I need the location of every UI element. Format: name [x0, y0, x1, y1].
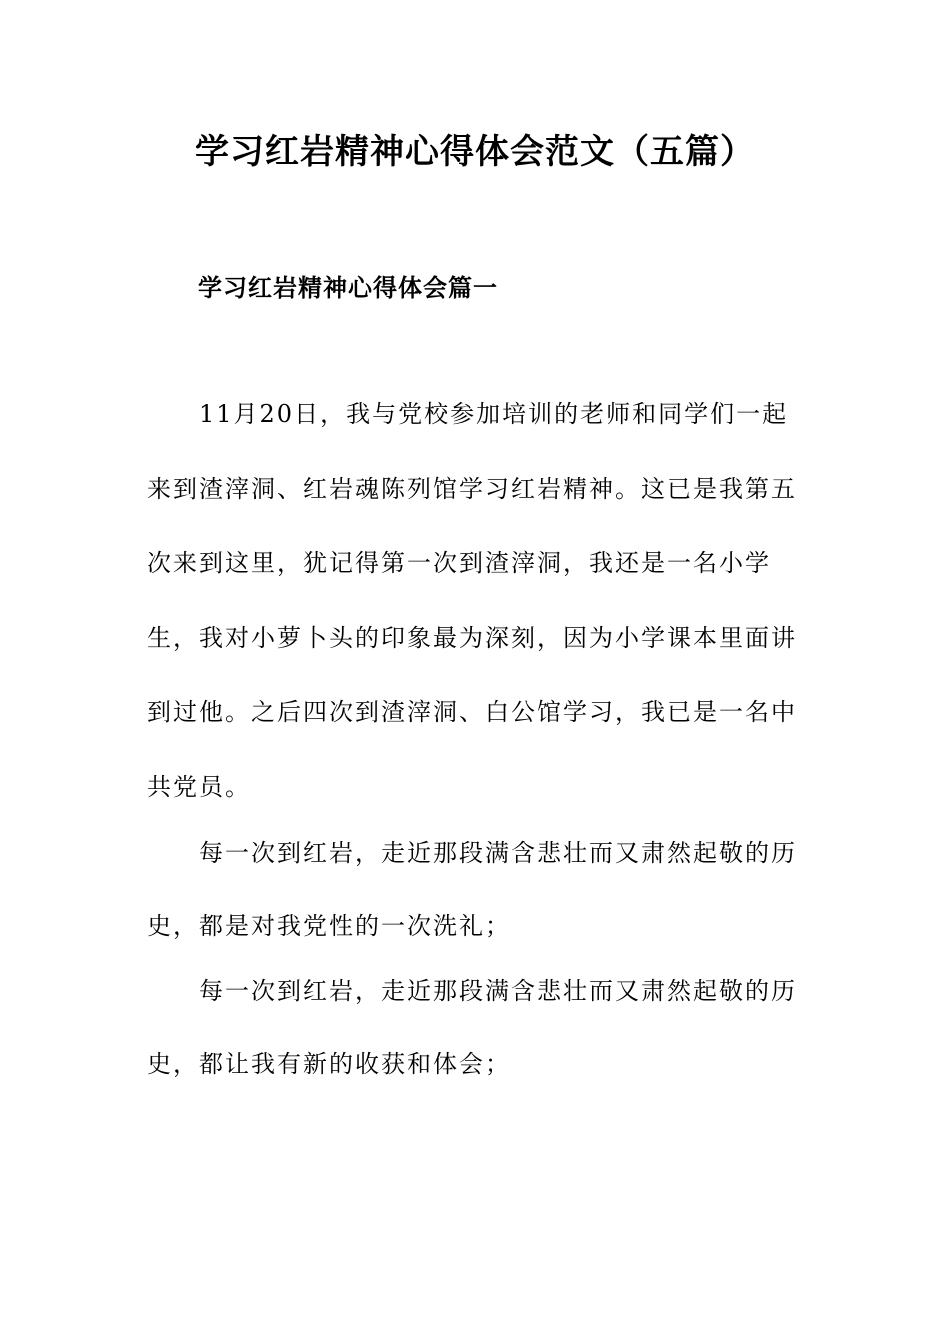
section-heading: 学习红岩精神心得体会篇一 [198, 274, 498, 302]
paragraph-1: 11月20日，我与党校参加培训的老师和同学们一起来到渣滓洞、红岩魂陈列馆学习红岩精神。这已是我第五次来到这里，犹记得第一次到渣滓洞，我还是一名小学生，我对小萝卜头的印象最为深刻，因为小学课本里面讲到过他。之后四次到渣滓洞、白公馆学习，我已是一名中共党员。 [147, 400, 797, 801]
paragraph-3: 每一次到红岩，走近那段满含悲壮而又肃然起敬的历史，都让我有新的收获和体会； [147, 977, 797, 1078]
document-title: 学习红岩精神心得体会范文（五篇） [195, 132, 755, 172]
paragraph-2: 每一次到红岩，走近那段满含悲壮而又肃然起敬的历史，都是对我党性的一次洗礼； [147, 839, 797, 940]
